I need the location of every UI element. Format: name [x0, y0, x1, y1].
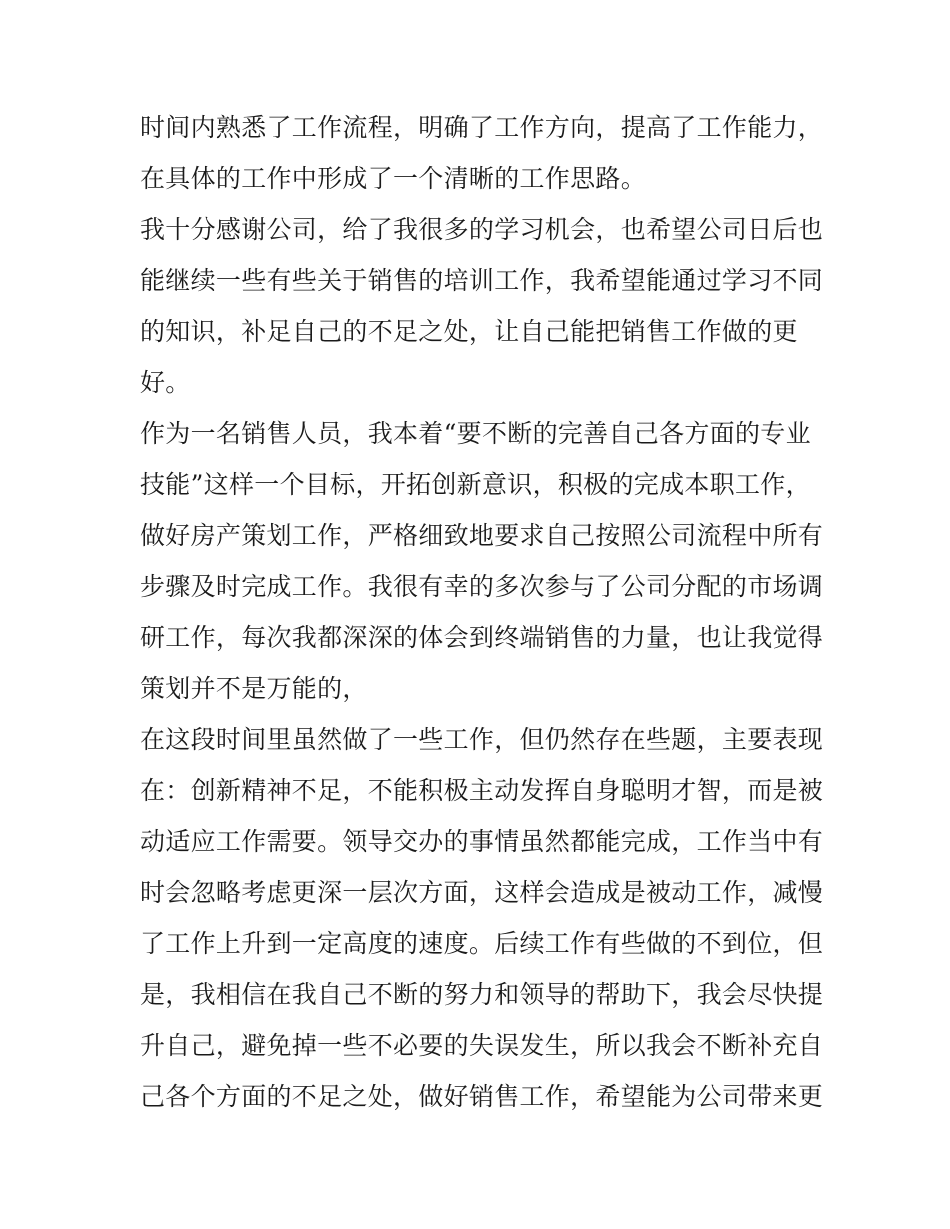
text-line: 研工作，每次我都深深的体会到终端销售的力量，也让我觉得	[140, 623, 824, 652]
text-line: 好。	[140, 368, 191, 397]
text-line: 步骤及时完成工作。我很有幸的多次参与了公司分配的市场调	[140, 572, 824, 601]
text-line: 是，我相信在我自己不断的努力和领导的帮助下，我会尽快提	[140, 980, 824, 1009]
text-line: 时间内熟悉了工作流程，明确了工作方向，提高了工作能力，	[140, 113, 824, 142]
text-line: 时会忽略考虑更深一层次方面，这样会造成是被动工作，减慢	[140, 878, 824, 907]
text-line: 作为一名销售人员，我本着“要不断的完善自己各方面的专业	[140, 419, 811, 448]
text-line: 能继续一些有些关于销售的培训工作，我希望能通过学习不同	[140, 266, 824, 295]
text-line: 己各个方面的不足之处，做好销售工作，希望能为公司带来更	[140, 1082, 824, 1111]
text-line: 技能”这样一个目标，开拓创新意识，积极的完成本职工作，	[140, 470, 811, 499]
body-text	[140, 102, 824, 1122]
text-line: 的知识，补足自己的不足之处，让自己能把销售工作做的更	[140, 317, 798, 346]
text-line: 在：创新精神不足，不能积极主动发挥自身聪明才智，而是被	[140, 776, 824, 805]
text-line: 做好房产策划工作，严格细致地要求自己按照公司流程中所有	[140, 521, 824, 550]
text-line: 了工作上升到一定高度的速度。后续工作有些做的不到位，但	[140, 929, 824, 958]
text-line: 升自己，避免掉一些不必要的失误发生，所以我会不断补充自	[140, 1031, 824, 1060]
text-line: 动适应工作需要。领导交办的事情虽然都能完成，工作当中有	[140, 827, 824, 856]
text-line: 在具体的工作中形成了一个清晰的工作思路。	[140, 164, 647, 193]
text-line: 策划并不是万能的，	[140, 674, 368, 703]
text-line: 在这段时间里虽然做了一些工作，但仍然存在些题，主要表现	[140, 725, 824, 754]
text-line: 我十分感谢公司，给了我很多的学习机会，也希望公司日后也	[140, 215, 824, 244]
